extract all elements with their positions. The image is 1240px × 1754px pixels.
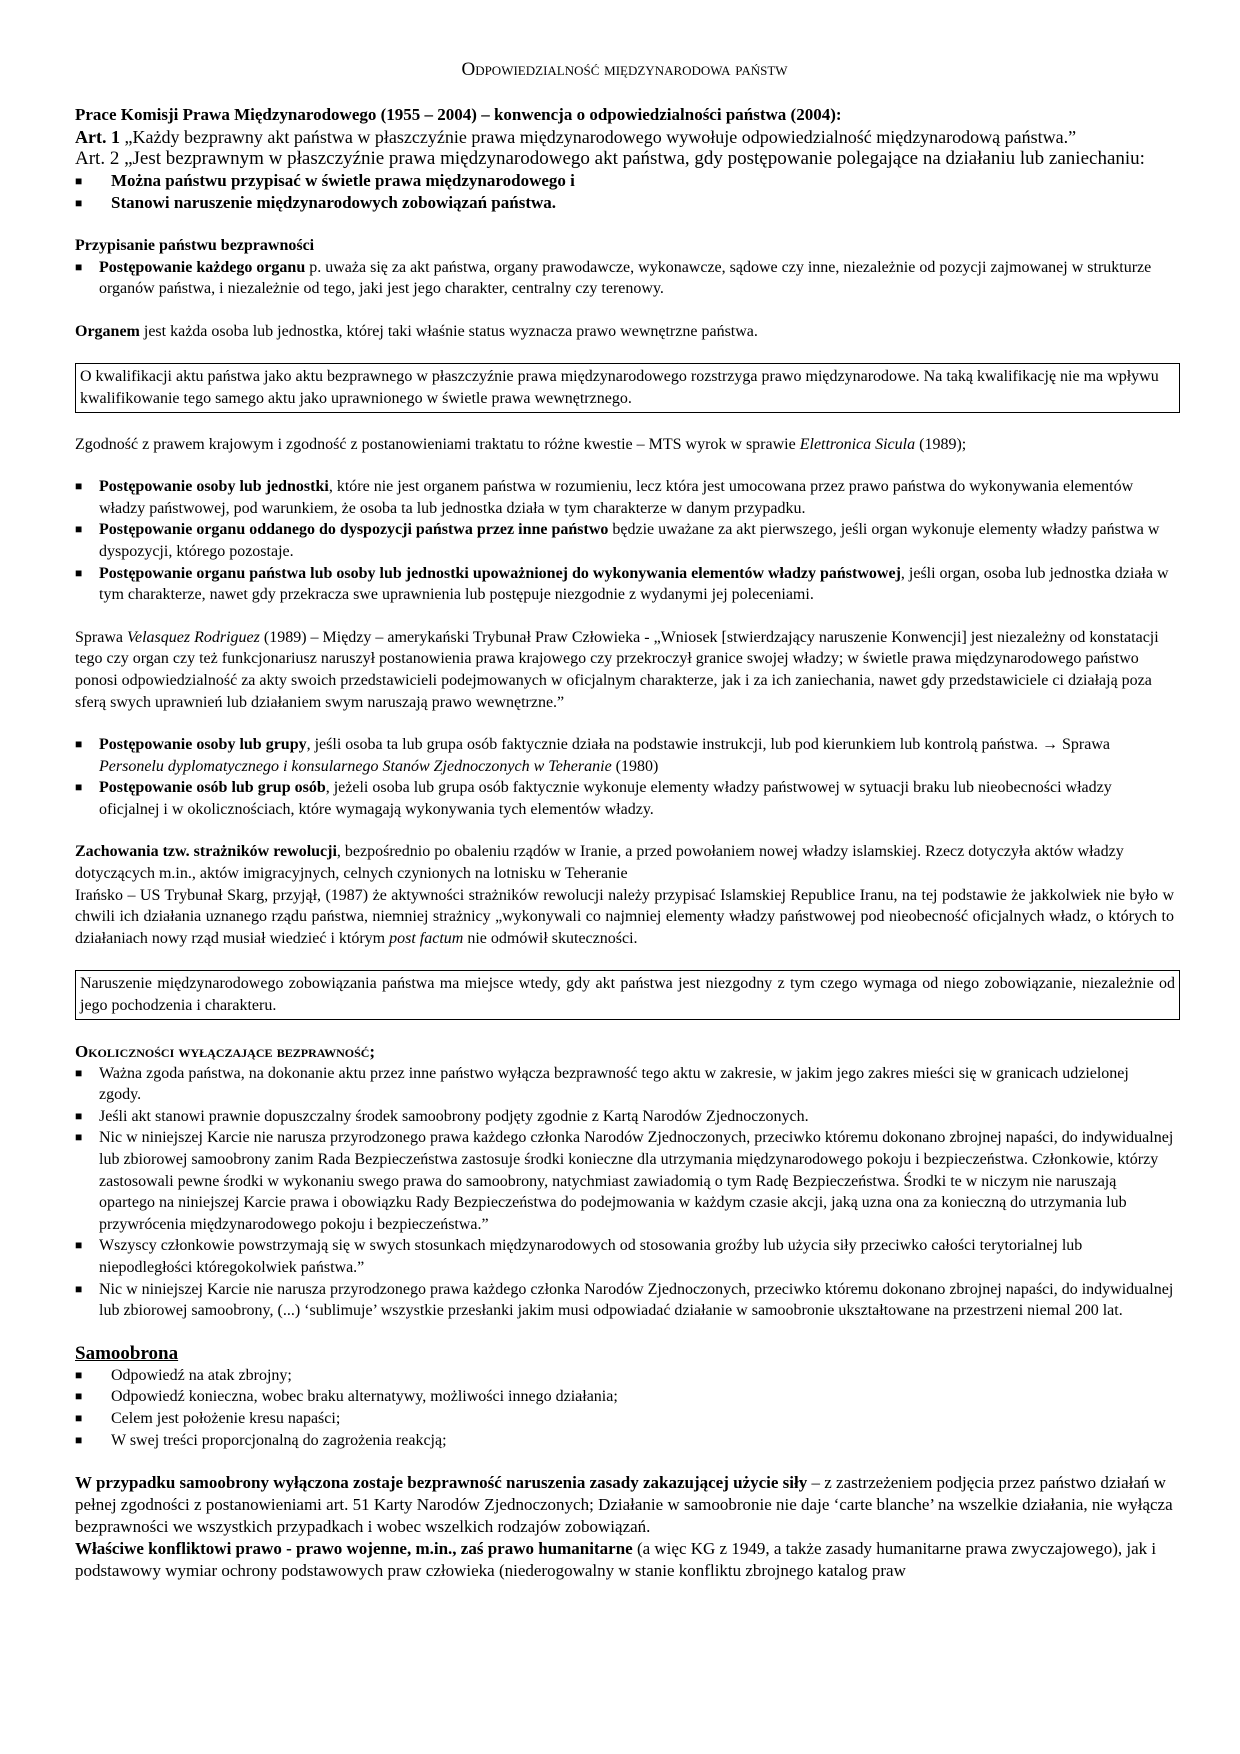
bullet-icon: ■: [75, 1389, 83, 1404]
article-1: Art. 1 „Każdy bezprawny akt państwa w płaszczyźnie prawa międzynarodowego wywołuje odpowiedzialność międzynarodową państwa.”: [75, 127, 1077, 147]
list-item: ■ Nic w niniejszej Karcie nie narusza przyrodzonego prawa każdego członka Narodów Zjednoczonych, przeciwko któremu dokonano zbrojnej napaści, do indywidualnej lub zbiorowej samoobrony, (...) ‘sublimuje’ wszystkie przesłanki jakim musi odpowiadać działanie w samoobronie ukształtowane na przestrzeni niemal 200 lat.: [75, 1279, 1174, 1322]
page-title: Odpowiedzialność międzynarodowa państw: [461, 59, 788, 80]
humanitarian-law-paragraph: Właściwe konfliktowi prawo - prawo wojenne, m.in., zaś prawo humanitarne (a więc KG z 1949, a także zasady humanitarne prawa zwyczajowego), jak i podstawowy wymiar ochrony podstawowych praw człowieka (niederogowalny w stanie konfliktu zbrojnego katalog praw: [75, 1539, 1157, 1581]
list-item: ■ Można państwu przypisać w świetle prawa międzynarodowego i: [75, 171, 575, 190]
list-item: ■ Jeśli akt stanowi prawnie dopuszczalny środek samoobrony podjęty zgodnie z Kartą Narodów Zjednoczonych.: [75, 1106, 1174, 1128]
list-item: ■ Nic w niniejszej Karcie nie narusza przyrodzonego prawa każdego członka Narodów Zjednoczonych, przeciwko któremu dokonano zbrojnej napaści, do indywidualnej lub zbiorowej samoobrony zanim Rada Bezpieczeństwa zastosuje środki konieczne dla utrzymania międzynarodowego pokoju i bezpieczeństwa. Członkowie, którzy zastosowali pewne środki w wykonaniu swego prawa do samoobrony, natychmiast zawiadomią o tym Radę Bezpieczeństwa. Środki te w niczym nie naruszają opartego na niniejszej Karcie prawa i obowiązku Rady Bezpieczeństwa do podejmowania w każdym czasie akcji, jaką uzna ona za konieczną do utrzymania lub przywrócenia międzynarodowego pokoju i bezpieczeństwa.”: [75, 1127, 1174, 1235]
list-item: ■ Postępowanie organu państwa lub osoby lub jednostki upoważnionej do wykonywania elementów władzy państwowej, jeśli organ, osoba lub jednostka działa w tym charakterze, nawet gdy przekracza swe uprawnienia lub postępuje niezgodnie z wydanymi jej poleceniami.: [75, 563, 1174, 606]
bullet-icon: ■: [75, 174, 83, 188]
tribunal-paragraph: Irańsko – US Trybunał Skarg, przyjął, (1987) że aktywności strażników rewolucji należy przypisać Islamskiej Republice Iranu, na tej podstawie że jakkolwiek nie było w chwili ich działania uznanego rządu państwa, niemniej strażnicy „wykonywali co najmniej elementy władzy państwowej pod nieobecność oficjalnych władz, o których to działaniach nowy rząd musiał wiedzieć i którym post factum nie odmówił skuteczności.: [75, 886, 1174, 947]
list-item: ■ Celem jest położenie kresu napaści;: [75, 1408, 1174, 1430]
ilc-heading-text: Prace Komisji Prawa Międzynarodowego (1955 – 2004) – konwencja o odpowiedzialności państwa (2004):: [75, 105, 842, 124]
bullet-icon: ■: [75, 1410, 83, 1425]
bullet-icon: ■: [75, 479, 83, 494]
list-item: ■ Odpowiedź konieczna, wobec braku alternatywy, możliwości innego działania;: [75, 1386, 1174, 1408]
article-2: Art. 2 „Jest bezprawnym w płaszczyźnie prawa międzynarodowego akt państwa, gdy postępowanie polegające na działaniu lub zaniechaniu:: [75, 148, 1145, 169]
bullet-icon: ■: [75, 1432, 83, 1447]
section-heading-attribution: Przypisanie państwu bezprawności: [75, 237, 315, 254]
velasquez-paragraph: Sprawa Velasquez Rodriguez (1989) – Między – amerykański Trybunał Praw Człowieka - „Wniosek [stwierdzający naruszenie Konwencji] jest niezależny od konstatacji tego czy organ czy też funkcjonariusz naruszył postanowienia prawa krajowego czy przekroczył granice swojej władzy; w świetle prawa międzynarodowego państwo ponosi odpowiedzialność za akty swoich przedstawicieli podejmowanych w oficjalnym charakterze, jak i za ich zaniechania, nawet gdy przedstawiciele ci działają poza sferą swych uprawnień lub działaniem swym naruszają prawo wewnętrzne.”: [75, 628, 1159, 711]
self-defence-paragraph: W przypadku samoobrony wyłączona zostaje bezprawność naruszenia zasady zakazującej użycie siły – z zastrzeżeniem podjęcia przez państwo działań w pełnej zgodności z postanowieniami art. 51 Karty Narodów Zjednoczonych; Działanie w samoobronie nie daje ‘carte blanche’ na wszelkie działania, nie wyłącza bezprawności we wszystkich przypadkach i wobec wszelkich rodzajów zobowiązań.: [75, 1473, 1173, 1537]
organ-definition: Organem jest każda osoba lub jednostka, której taki właśnie status wyznacza prawo wewnętrzne państwa.: [75, 322, 758, 340]
bullet-icon: ■: [75, 1367, 83, 1382]
bullet-icon: ■: [75, 1130, 83, 1145]
bullet-icon: ■: [75, 259, 83, 274]
bullet-icon: ■: [75, 1238, 83, 1253]
list-item: ■ Postępowanie każdego organu p. uważa się za akt państwa, organy prawodawcze, wykonawcze, sądowe czy inne, niezależnie od pozycji zajmowanej w strukturze organów państwa, i niezależnie od tego, jaki jest jego charakter, centralny czy terenowy.: [75, 257, 1174, 300]
bullet-icon: ■: [75, 196, 83, 210]
list-item: ■ Wszyscy członkowie powstrzymają się w swych stosunkach międzynarodowych od stosowania groźby lub użycia siły przeciwko całości terytorialnej lub niepodległości któregokolwiek państwa.”: [75, 1235, 1174, 1278]
list-item: ■ Postępowanie osób lub grup osób, jeżeli osoba lub grupa osób faktycznie wykonuje elementy władzy państwowej w sytuacji braku lub nieobecności władzy oficjalnej i w okolicznościach, które wymagają wykonywania tych elementów władzy.: [75, 777, 1174, 820]
boxed-note-qualification: O kwalifikacji aktu państwa jako aktu bezprawnego w płaszczyźnie prawa międzynarodowego rozstrzyga prawo międzynarodowe. Na taką kwalifikację nie ma wpływu kwalifikowanie tego samego aktu jako uprawnionego w świetle prawa wewnętrznego.: [75, 363, 1180, 412]
bullet-icon: ■: [75, 780, 83, 795]
list-item: ■ Ważna zgoda państwa, na dokonanie aktu przez inne państwo wyłącza bezprawność tego aktu w zakresie, w jakim jego zakres mieści się w granicach udzielonej zgody.: [75, 1063, 1174, 1106]
section-heading-circumstances: Okoliczności wyłączające bezprawność;: [75, 1041, 376, 1061]
revolutionary-guards-paragraph: Zachowania tzw. strażników rewolucji, bezpośrednio po obaleniu rządów w Iranie, a przed powołaniem nowej władzy islamskiej. Rzecz dotyczyła aktów władzy dotyczących m.in., aktów imigracyjnych, celnych czynionych na lotnisku w Teheranie: [75, 843, 1124, 883]
compliance-paragraph: Zgodność z prawem krajowym i zgodność z postanowieniami traktatu to różne kwestie – MTS wyrok w sprawie Elettronica Sicula (1989);: [75, 435, 967, 453]
list-item: ■ Stanowi naruszenie międzynarodowych zobowiązań państwa.: [75, 193, 557, 212]
list-item: ■ W swej treści proporcjonalną do zagrożenia reakcją;: [75, 1430, 1174, 1452]
ilc-heading: [75, 104, 1174, 126]
bullet-icon: ■: [75, 737, 83, 752]
bullet-icon: ■: [75, 565, 83, 580]
bullet-icon: ■: [75, 522, 83, 537]
bullet-icon: ■: [75, 1065, 83, 1080]
bullet-icon: ■: [75, 1281, 83, 1296]
list-item: ■ Postępowanie osoby lub jednostki, które nie jest organem państwa w rozumieniu, lecz która jest umocowana przez prawo państwa do wykonywania elementów władzy państwowej, pod warunkiem, że osoba ta lub jednostka działa w tym charakterze w danym przypadku.: [75, 476, 1174, 519]
list-item: ■ Odpowiedź na atak zbrojny;: [75, 1365, 1174, 1387]
bullet-icon: ■: [75, 1108, 83, 1123]
list-item: ■ Postępowanie organu oddanego do dyspozycji państwa przez inne państwo będzie uważane za akt pierwszego, jeśli organ wykonuje elementy władzy państwa w dyspozycji, którego pozostaje.: [75, 519, 1174, 562]
arrow-right-icon: →: [1041, 736, 1058, 754]
boxed-note-breach: Naruszenie międzynarodowego zobowiązania państwa ma miejsce wtedy, gdy akt państwa jest niezgodny z tym czego wymaga od niego zobowiązanie, niezależnie od jego pochodzenia i charakteru.: [75, 970, 1180, 1019]
list-item: ■ Postępowanie osoby lub grupy, jeśli osoba ta lub grupa osób faktycznie działa na podstawie instrukcji, lub pod kierunkiem lub kontrolą państwa. → Sprawa Personelu dyplomatycznego i konsularnego Stanów Zjednoczonych w Teheranie (1980): [75, 734, 1174, 777]
section-heading-self-defence: Samoobrona: [75, 1342, 179, 1364]
